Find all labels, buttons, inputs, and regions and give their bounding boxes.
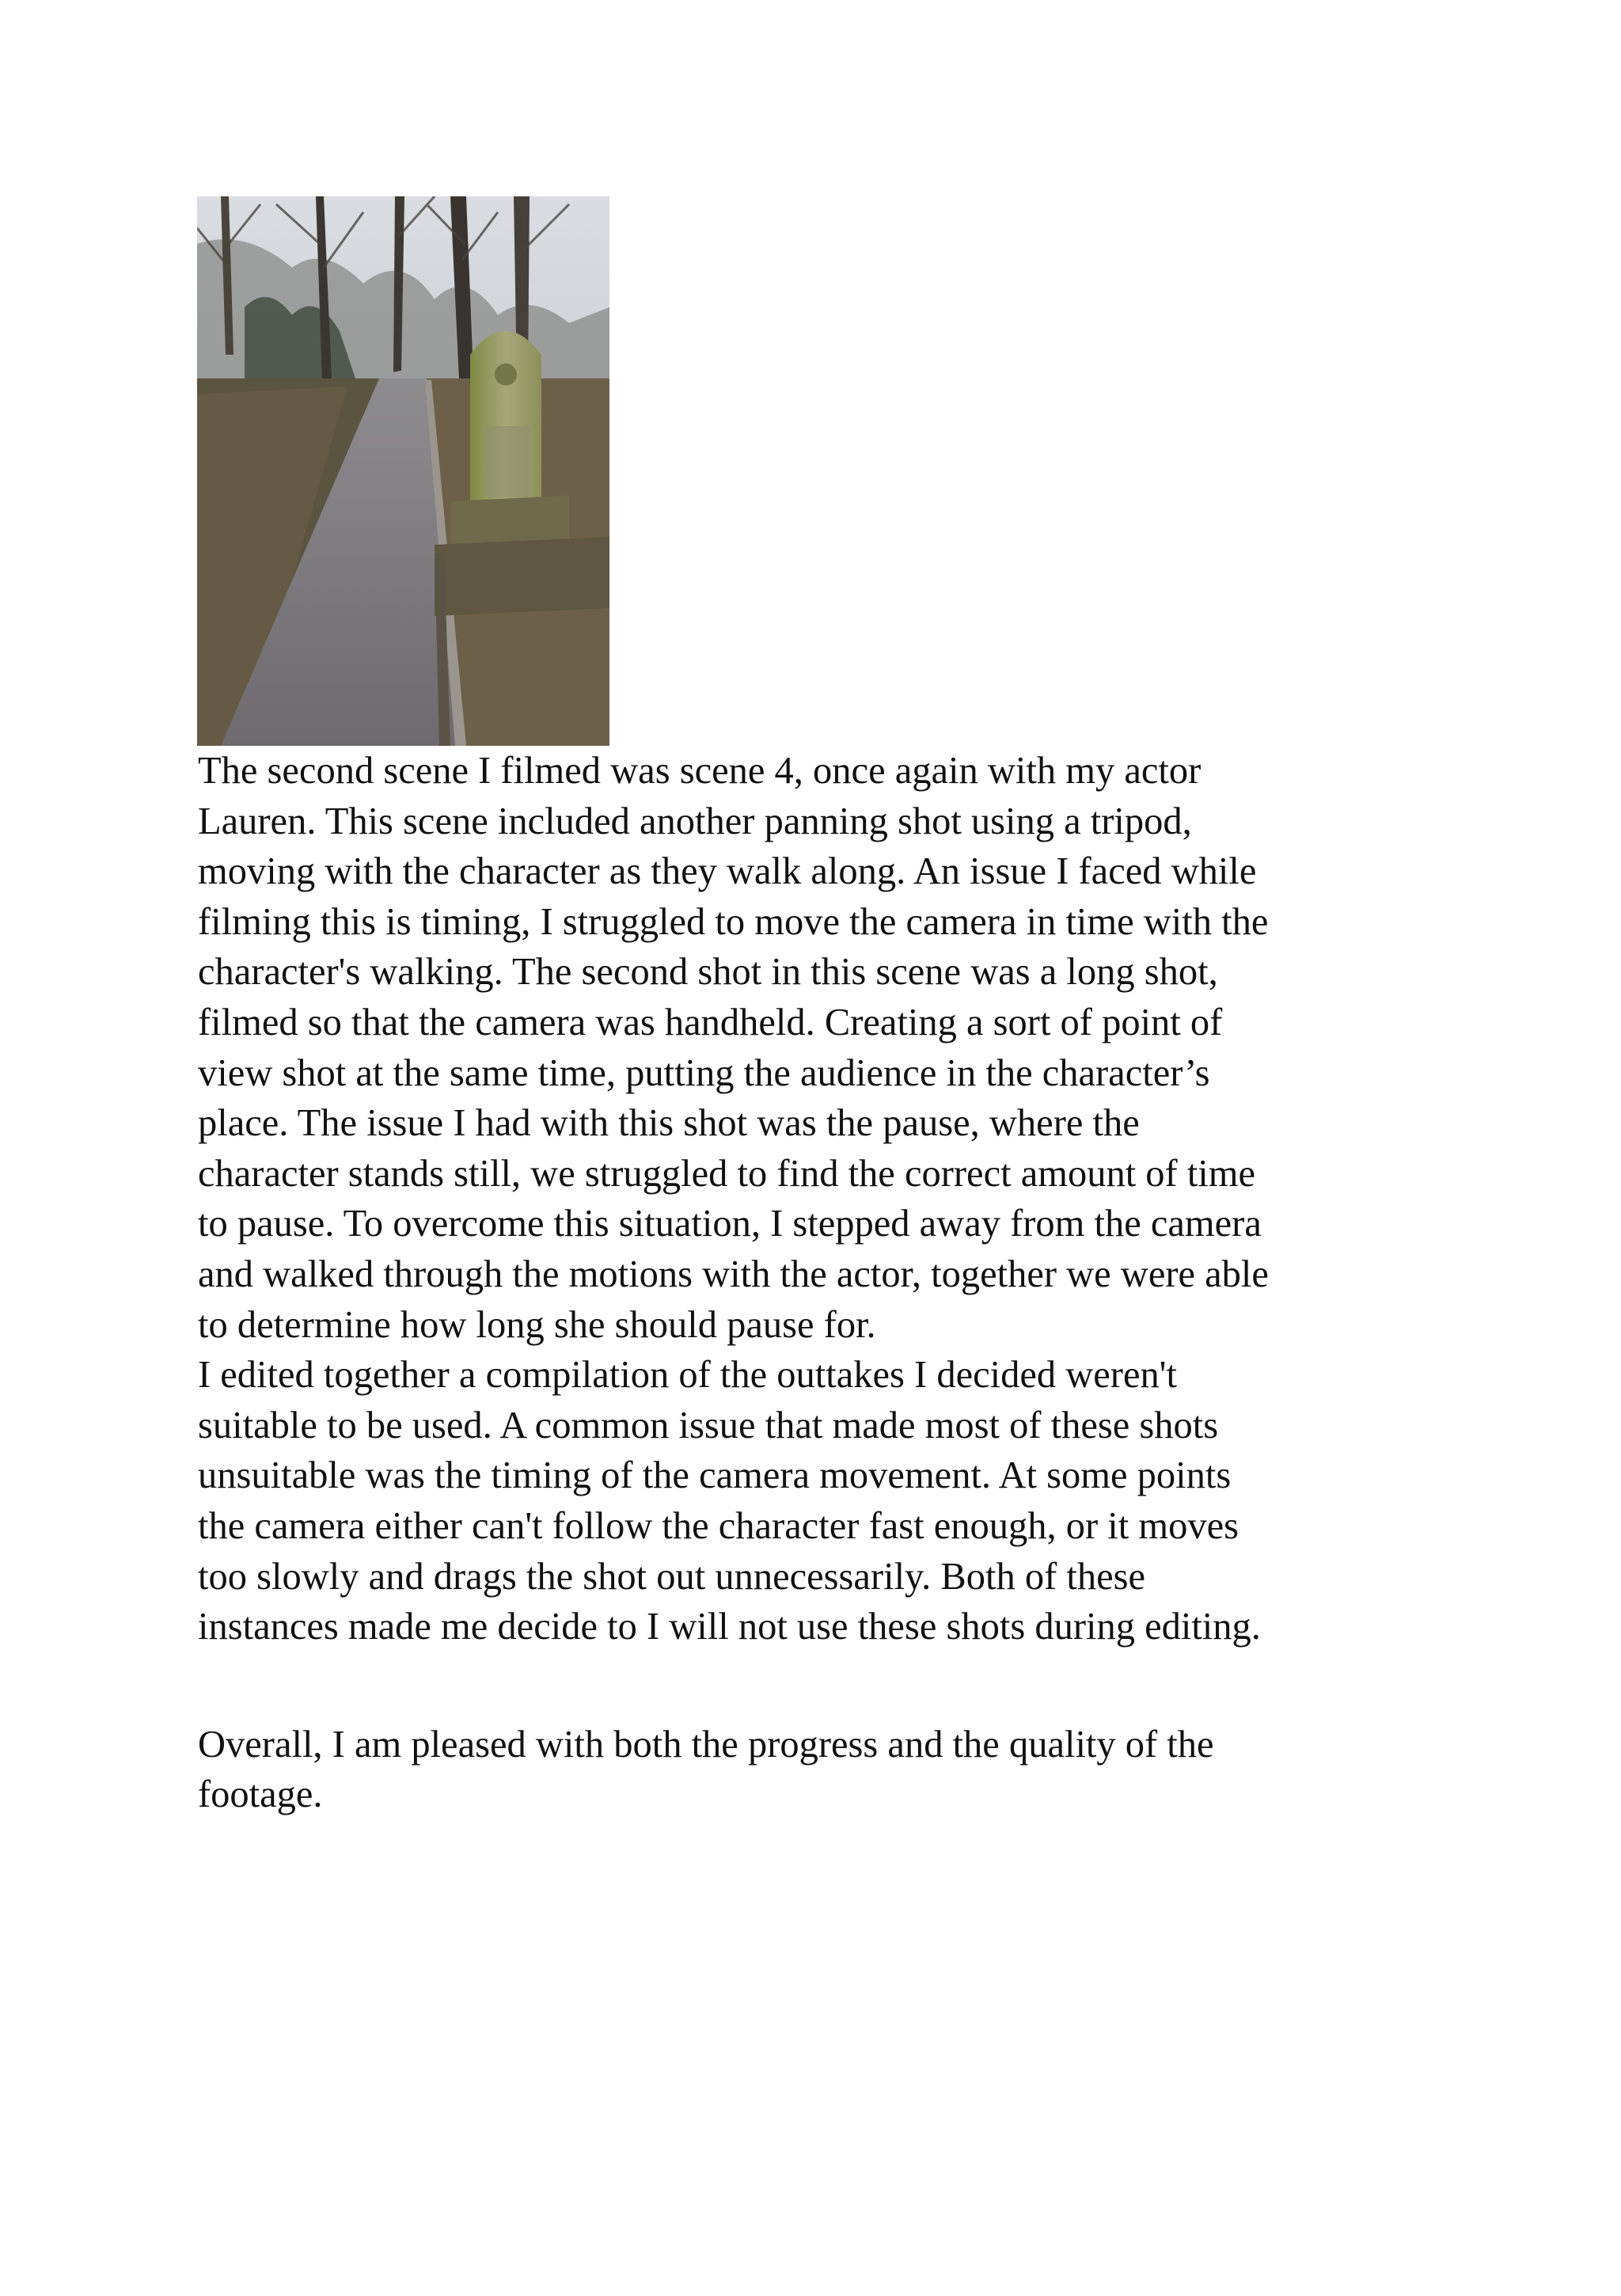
paragraph1-line: place. The issue I had with this shot was the pause, where the bbox=[198, 1102, 1140, 1145]
paragraph1-line: character's walking. The second shot in this scene was a long shot, bbox=[198, 951, 1218, 994]
paragraph1-line: moving with the character as they walk along. An issue I faced while bbox=[198, 850, 1257, 893]
paragraph2-line: the camera either can't follow the character fast enough, or it moves bbox=[198, 1504, 1239, 1547]
paragraph-gap bbox=[198, 1652, 1496, 1720]
paragraph1-line: The second scene I filmed was scene 4, once again with my actor bbox=[198, 750, 1202, 792]
paragraph2-line: instances made me decide to I will not use these shots during editing. bbox=[198, 1606, 1261, 1648]
paragraph2-line: I edited together a compilation of the outtakes I decided weren't bbox=[198, 1354, 1177, 1397]
cemetery-path-photo bbox=[197, 196, 609, 746]
paragraph1-line: filmed so that the camera was handheld. Creating a sort of point of bbox=[198, 1001, 1223, 1043]
paragraph3-line: Overall, I am pleased with both the progress and the quality of the bbox=[198, 1723, 1214, 1766]
paragraph2-line: too slowly and drags the shot out unnecessarily. Both of these bbox=[198, 1555, 1146, 1598]
paragraph1-line: to determine how long she should pause for. bbox=[198, 1303, 876, 1346]
paragraph2-line: suitable to be used. A common issue that made most of these shots bbox=[198, 1404, 1219, 1446]
paragraph1-line: filming this is timing, I struggled to move the camera in time with the bbox=[198, 900, 1269, 943]
paragraph2-line: unsuitable was the timing of the camera movement. At some points bbox=[198, 1454, 1232, 1497]
paragraph1-line: and walked through the motions with the actor, together we were able bbox=[198, 1253, 1269, 1295]
paragraph1-line: to pause. To overcome this situation, I stepped away from the camera bbox=[198, 1203, 1262, 1245]
body-text bbox=[198, 746, 1496, 1820]
paragraph1-line: view shot at the same time, putting the audience in the character’s bbox=[198, 1051, 1210, 1094]
paragraph1-line: character stands still, we struggled to find the correct amount of time bbox=[198, 1152, 1256, 1195]
paragraph3-line: footage. bbox=[198, 1773, 323, 1816]
paragraph1-line: Lauren. This scene included another panning shot using a tripod, bbox=[198, 800, 1192, 842]
